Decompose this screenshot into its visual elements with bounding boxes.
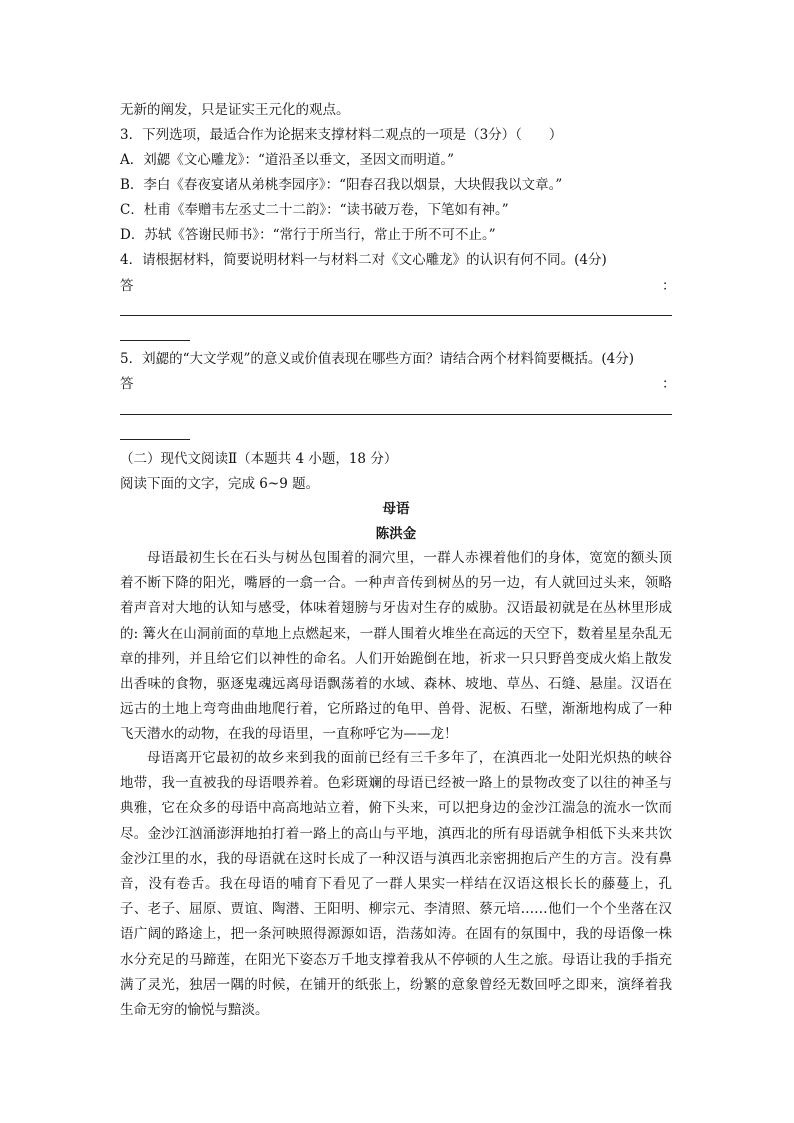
q2-answer-tail: 无新的阐发，只是证实王元化的观点。 <box>120 102 350 118</box>
q3-stem: 3．下列选项，最适合作为论据来支撑材料二观点的一项是（3分）（ ） <box>120 127 563 143</box>
q4-answer-colon: ： <box>662 278 676 294</box>
q5-answer-label: 答 <box>120 376 134 392</box>
q3-option-d: D．苏轼《答谢民师书》：“常行于所当行，常止于所不可不止。” <box>120 227 496 243</box>
q5-answer-short-line <box>120 439 190 440</box>
article-title: 母语 <box>382 501 410 517</box>
q4-stem: 4．请根据材料，简要说明材料一与材料二对《文心雕龙》的认识有何不同。(4分) <box>120 252 607 268</box>
article-paragraph-2: 母语离开它最初的故乡来到我的面前已经有三千多年了，在滇西北一处阳光炽热的峡谷地带，我一直被我的母语喂养着。色彩斑斓的母语已经被一路上的景物改变了以往的神圣与典雅，它在众多的母语中高高地站立着，俯下头来，可以把身边的金沙江湍急的流水一饮而尽。金沙江汹涌澎湃地拍打着一路上的高山与平地，滇西北的所有母语就争相低下头来共饮金沙江里的水，我的母语就在这时长成了一种汉语与滇西北亲密拥抱后产生的方言。没有鼻音，没有卷舌。我在母语的哺育下看见了一群人果实一样结在汉语这根长长的藤蔓上，孔子、老子、屈原、贾谊、陶潜、王阳明、柳宗元、李清照、蔡元培……他们一个个坐落在汉语广阔的路途上，把一条河映照得源源如语，浩荡如涛。在固有的氛围中，我的母语像一株水分充足的马蹄莲，在阳光下姿态万千地支撑着我从不停顿的人生之旅。母语让我的手指充满了灵光，独居一隅的时候，在铺开的纸张上，纷繁的意象曾经无数回呼之即来，演绎着我生命无穷的愉悦与黯淡。 <box>120 750 672 1019</box>
q4-answer-short-line <box>120 340 190 341</box>
q5-answer-line <box>120 414 672 415</box>
q4-answer-label: 答 <box>120 278 134 294</box>
section-heading: （二）现代文阅读Ⅱ（本题共 4 小题，18 分） <box>120 451 398 467</box>
article-author: 陈洪金 <box>375 526 417 542</box>
q5-answer-colon: ： <box>662 376 676 392</box>
q4-answer-line <box>120 315 672 316</box>
q3-option-a: A．刘勰《文心雕龙》：“道沿圣以垂文，圣因文而明道。” <box>120 152 455 168</box>
section-instruction: 阅读下面的文字，完成 6~9 题。 <box>120 476 320 492</box>
q3-option-b: B．李白《春夜宴诸从弟桃李园序》：“阳春召我以烟景，大块假我以文章。” <box>120 177 563 193</box>
q3-option-c: C．杜甫《奉赠韦左丞丈二十二韵》：“读书破万卷，下笔如有神。” <box>120 202 509 218</box>
article-paragraph-1: 母语最初生长在石头与树丛包围着的洞穴里，一群人赤裸着他们的身体，宽宽的额头顶着不断下降的阳光，嘴唇的一翕一合。一种声音传到树丛的另一边，有人就回过头来，领略着声音对大地的认知与感受，体味着翅膀与牙齿对生存的威胁。汉语最初就是在丛林里形成的: 篝火在山洞前面的草地上点燃起来，一群人围着火堆坐在高远的天空下，数着星星杂乱无章的排列，并且给它们以神性的命名。人们开始跪倒在地，祈求一只只野兽变成火焰上散发出香味的食物，驱逐鬼魂远离母语飘荡着的水域、森林、坡地、草丛、石缝、悬崖。汉语在远古的土地上弯弯曲曲地爬行着，它所路过的龟甲、兽骨、泥板、石壁，渐渐地构成了一种飞天潜水的动物，在我的母语里，一直称呼它为——龙！ <box>120 550 672 743</box>
q5-stem: 5．刘勰的“大文学观”的意义或价值表现在哪些方面？请结合两个材料简要概括。(4分) <box>120 351 635 367</box>
